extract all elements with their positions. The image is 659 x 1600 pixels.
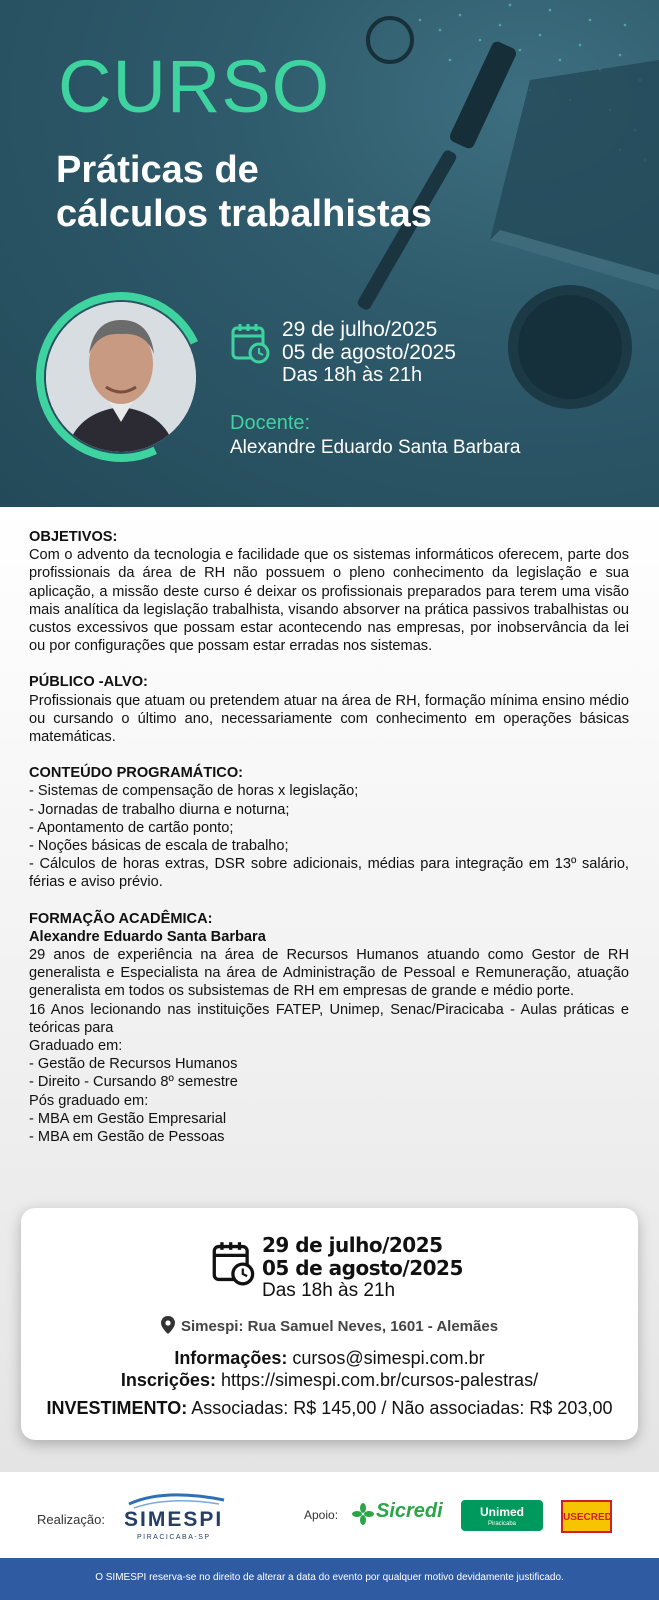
section-title: PÚBLICO -ALVO: — [29, 674, 148, 691]
realizacao-label: Realização: — [37, 1512, 105, 1527]
instructor-portrait-icon — [46, 302, 196, 452]
list-item: - MBA em Gestão Empresarial — [29, 1110, 227, 1127]
sicredi-leaf-icon — [352, 1503, 374, 1525]
instructor-name: Alexandre Eduardo Santa Barbara — [29, 928, 266, 945]
course-title-line1: Práticas de — [56, 149, 259, 191]
list-item: - Direito - Cursando 8º semestre — [29, 1074, 238, 1091]
course-kicker: CURSO — [58, 45, 331, 128]
section-formacao — [29, 910, 629, 1147]
registration-link[interactable]: https://simespi.com.br/cursos-palestras/ — [220, 1370, 539, 1390]
hero-banner — [0, 0, 659, 507]
hero-date-2: 05 de agosto/2025 — [282, 341, 456, 364]
calendar-icon — [231, 322, 271, 364]
hero-hours: Das 18h às 21h — [282, 364, 423, 386]
investment-label: INVESTIMENTO: — [46, 1398, 188, 1418]
investment-value: Associadas: R$ 145,00 / Não associadas: R$ 203,00 — [191, 1398, 613, 1418]
info-label: Informações: — [174, 1348, 288, 1368]
card-hours: Das 18h às 21h — [262, 1280, 396, 1301]
course-title — [56, 148, 432, 236]
simespi-logo-subtitle: PIRACICABA-SP — [137, 1534, 211, 1541]
unimed-logo-text: Unimed — [479, 1505, 524, 1519]
disclaimer-text: O SIMESPI reserva-se no direito de alterar a data do evento por qualquer motivo devidamente justificado. — [95, 1572, 564, 1583]
list-item: - MBA em Gestão de Pessoas — [29, 1129, 225, 1146]
section-text: Com o advento da tecnologia e facilidade que os sistemas informáticos oferecem, parte dos profissionais da área de RH não possuem o pleno conhecimento da legislação e sua aplicação, a missão deste curso é deixar os profissionais preparados para terem uma visão mais analítica da legislação trabalhista, visando absorver na prática passivos trabalhistas ou custos excessivos que possam estar acontecendo nas empresas, por inobservância da lei ou por configurações que possam estar erradas nos sistemas. — [29, 547, 629, 655]
section-text: Profissionais que atuam ou pretendem atuar na área de RH, formação mínima ensino médio ou cursando o último ano, necessariamente com conhecimento em operações básicas matemáticas. — [29, 692, 629, 746]
section-text: 29 anos de experiência na área de Recursos Humanos atuando como Gestor de RH generalista e Especialista na área de Administração de Pessoal e Remuneração, atuação generalista em todos os subsistemas de RH em empresas de grande e médio porte. — [29, 947, 629, 1000]
simespi-logo: SIMESPI — [124, 1508, 224, 1531]
location-pin-icon — [161, 1316, 175, 1334]
docente-name: Alexandre Eduardo Santa Barbara — [230, 437, 521, 458]
card-dates — [262, 1234, 463, 1302]
course-title-line2: cálculos trabalhistas — [56, 193, 432, 235]
event-address — [0, 1316, 659, 1335]
section-conteudo — [29, 764, 629, 891]
section-publico — [29, 673, 629, 746]
card-date-2: 05 de agosto/2025 — [262, 1256, 463, 1280]
investment-line — [0, 1398, 659, 1419]
docente-label: Docente: — [230, 412, 311, 434]
registration-label: Inscrições: — [120, 1370, 216, 1390]
info-line — [0, 1348, 659, 1369]
unimed-logo-subtitle: Piracicaba — [487, 1521, 516, 1527]
unimed-logo — [461, 1500, 543, 1531]
hero-date-1: 29 de julho/2025 — [282, 318, 438, 341]
list-item: - Noções básicas de escala de trabalho; — [29, 838, 289, 855]
card-date-1: 29 de julho/2025 — [262, 1233, 443, 1257]
list-item: - Cálculos de horas extras, DSR sobre adicionais, médias para integração em 13º salário, férias e aviso prévio. — [29, 856, 629, 891]
gavel-block-decoration — [505, 282, 635, 412]
info-email-link[interactable]: cursos@simespi.com.br — [292, 1348, 485, 1368]
calendar-icon — [212, 1240, 256, 1286]
section-title: CONTEÚDO PROGRAMÁTICO: — [29, 765, 244, 782]
usecred-logo — [561, 1500, 612, 1533]
apoio-label: Apoio: — [304, 1508, 339, 1522]
registration-line — [0, 1370, 659, 1391]
list-item: Graduado em: — [29, 1038, 123, 1055]
instructor-photo — [46, 302, 196, 452]
usecred-logo-text: USECRED — [563, 1512, 612, 1523]
list-item: - Jornadas de trabalho diurna e noturna; — [29, 801, 290, 818]
list-item: - Sistemas de compensação de horas x legislação; — [29, 783, 359, 800]
list-item: Pós graduado em: — [29, 1092, 149, 1109]
section-objetivos — [29, 528, 629, 655]
list-item: - Gestão de Recursos Humanos — [29, 1056, 238, 1073]
address-text: Simespi: Rua Samuel Neves, 1601 - Alemães — [180, 1318, 499, 1335]
hero-dates — [282, 318, 456, 386]
course-details — [29, 528, 629, 1164]
section-text: 16 Anos lecionando nas instituições FATEP, Unimep, Senac/Piracicaba - Aulas práticas e teóricas para — [29, 1001, 629, 1036]
section-title: FORMAÇÃO ACADÊMICA: — [29, 910, 213, 927]
list-item: - Apontamento de cartão ponto; — [29, 819, 234, 836]
section-title: OBJETIVOS: — [29, 529, 118, 545]
sicredi-logo: Sicredi — [376, 1500, 443, 1522]
